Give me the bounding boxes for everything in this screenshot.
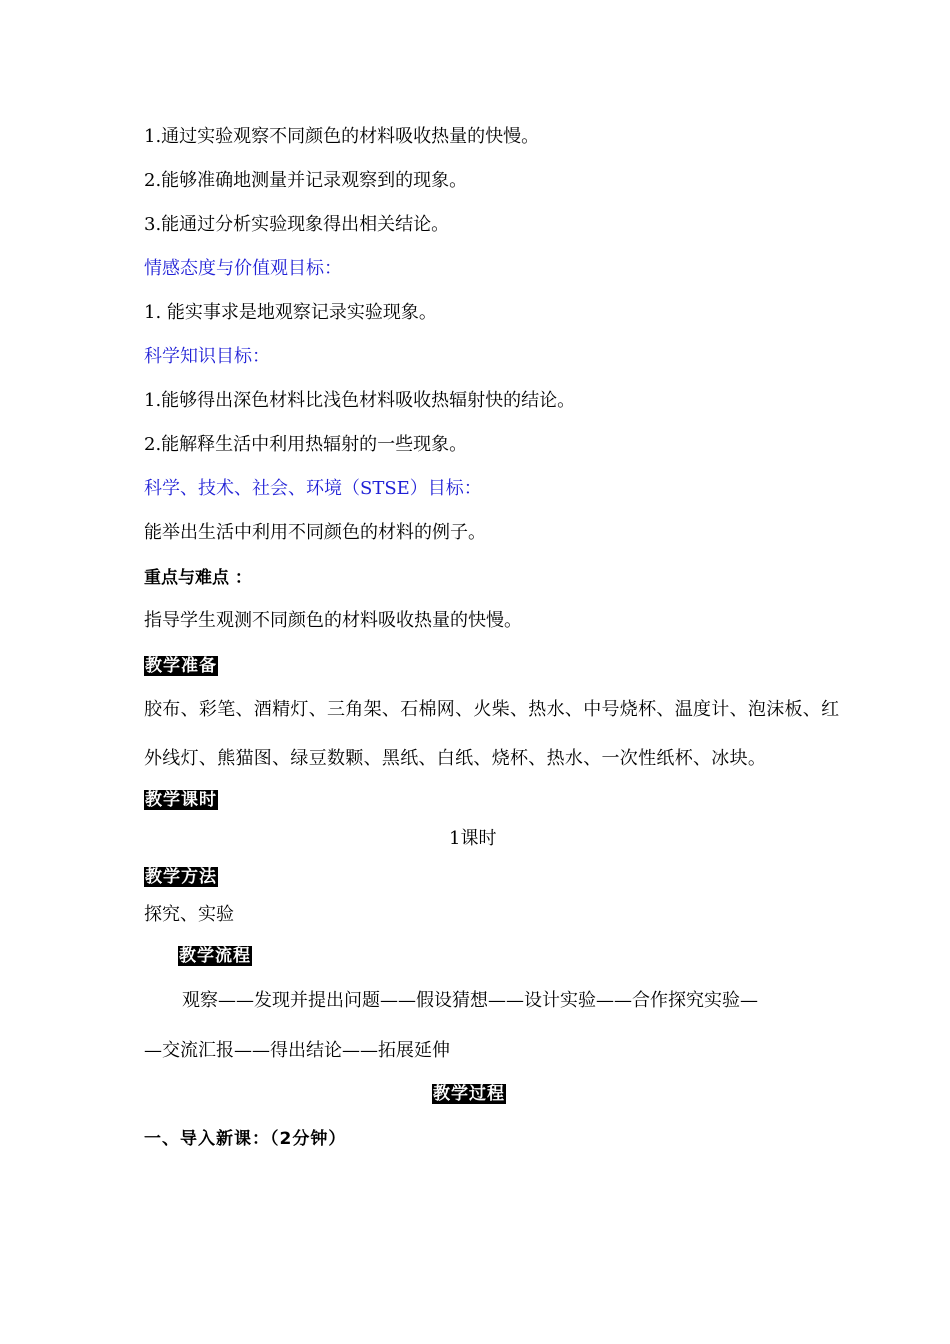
flow-line-2: —交流汇报——得出结论——拓展延伸 [144, 1040, 450, 1061]
flow-heading-label: 教学流程 [179, 946, 251, 966]
preparation-heading-label: 教学准备 [145, 656, 217, 676]
key-points-text: 指导学生观测不同颜色的材料吸收热量的快慢。 [144, 610, 522, 631]
attitude-item-1: 1. 能实事求是地观察记录实验现象。 [144, 302, 437, 323]
flow-heading [178, 945, 252, 967]
preparation-line-1: 胶布、彩笔、酒精灯、三角架、石棉网、火柴、热水、中号烧杯、温度计、泡沫板、红 [144, 699, 840, 720]
stse-heading: 科学、技术、社会、环境（STSE）目标： [144, 478, 482, 499]
knowledge-heading: 科学知识目标： [144, 346, 270, 367]
objective-2: 2.能够准确地测量并记录观察到的现象。 [144, 170, 468, 191]
method-heading-label: 教学方法 [145, 867, 217, 887]
method-heading [144, 866, 218, 888]
class-hours-heading [144, 789, 218, 811]
process-heading-label: 教学过程 [433, 1084, 505, 1104]
objective-3: 3.能通过分析实验现象得出相关结论。 [144, 214, 450, 235]
section-1-heading: 一、导入新课：（2分钟） [144, 1129, 347, 1149]
flow-line-1: 观察——发现并提出问题——假设猜想——设计实验——合作探究实验— [182, 990, 758, 1011]
knowledge-item-2: 2.能解释生活中利用热辐射的一些现象。 [144, 434, 468, 455]
attitude-heading: 情感态度与价值观目标： [144, 258, 342, 279]
preparation-line-2: 外线灯、熊猫图、绿豆数颗、黑纸、白纸、烧杯、热水、一次性纸杯、冰块。 [144, 748, 767, 769]
stse-text: 能举出生活中利用不同颜色的材料的例子。 [144, 522, 486, 543]
method-text: 探究、实验 [144, 904, 234, 925]
knowledge-item-1: 1.能够得出深色材料比浅色材料吸收热辐射快的结论。 [144, 390, 576, 411]
process-heading [432, 1083, 506, 1105]
key-points-heading: 重点与难点 ： [144, 568, 252, 588]
objective-1: 1.通过实验观察不同颜色的材料吸收热量的快慢。 [144, 126, 540, 147]
class-hours-text: 1课时 [449, 828, 497, 849]
class-hours-heading-label: 教学课时 [145, 790, 217, 810]
preparation-heading [144, 655, 218, 677]
